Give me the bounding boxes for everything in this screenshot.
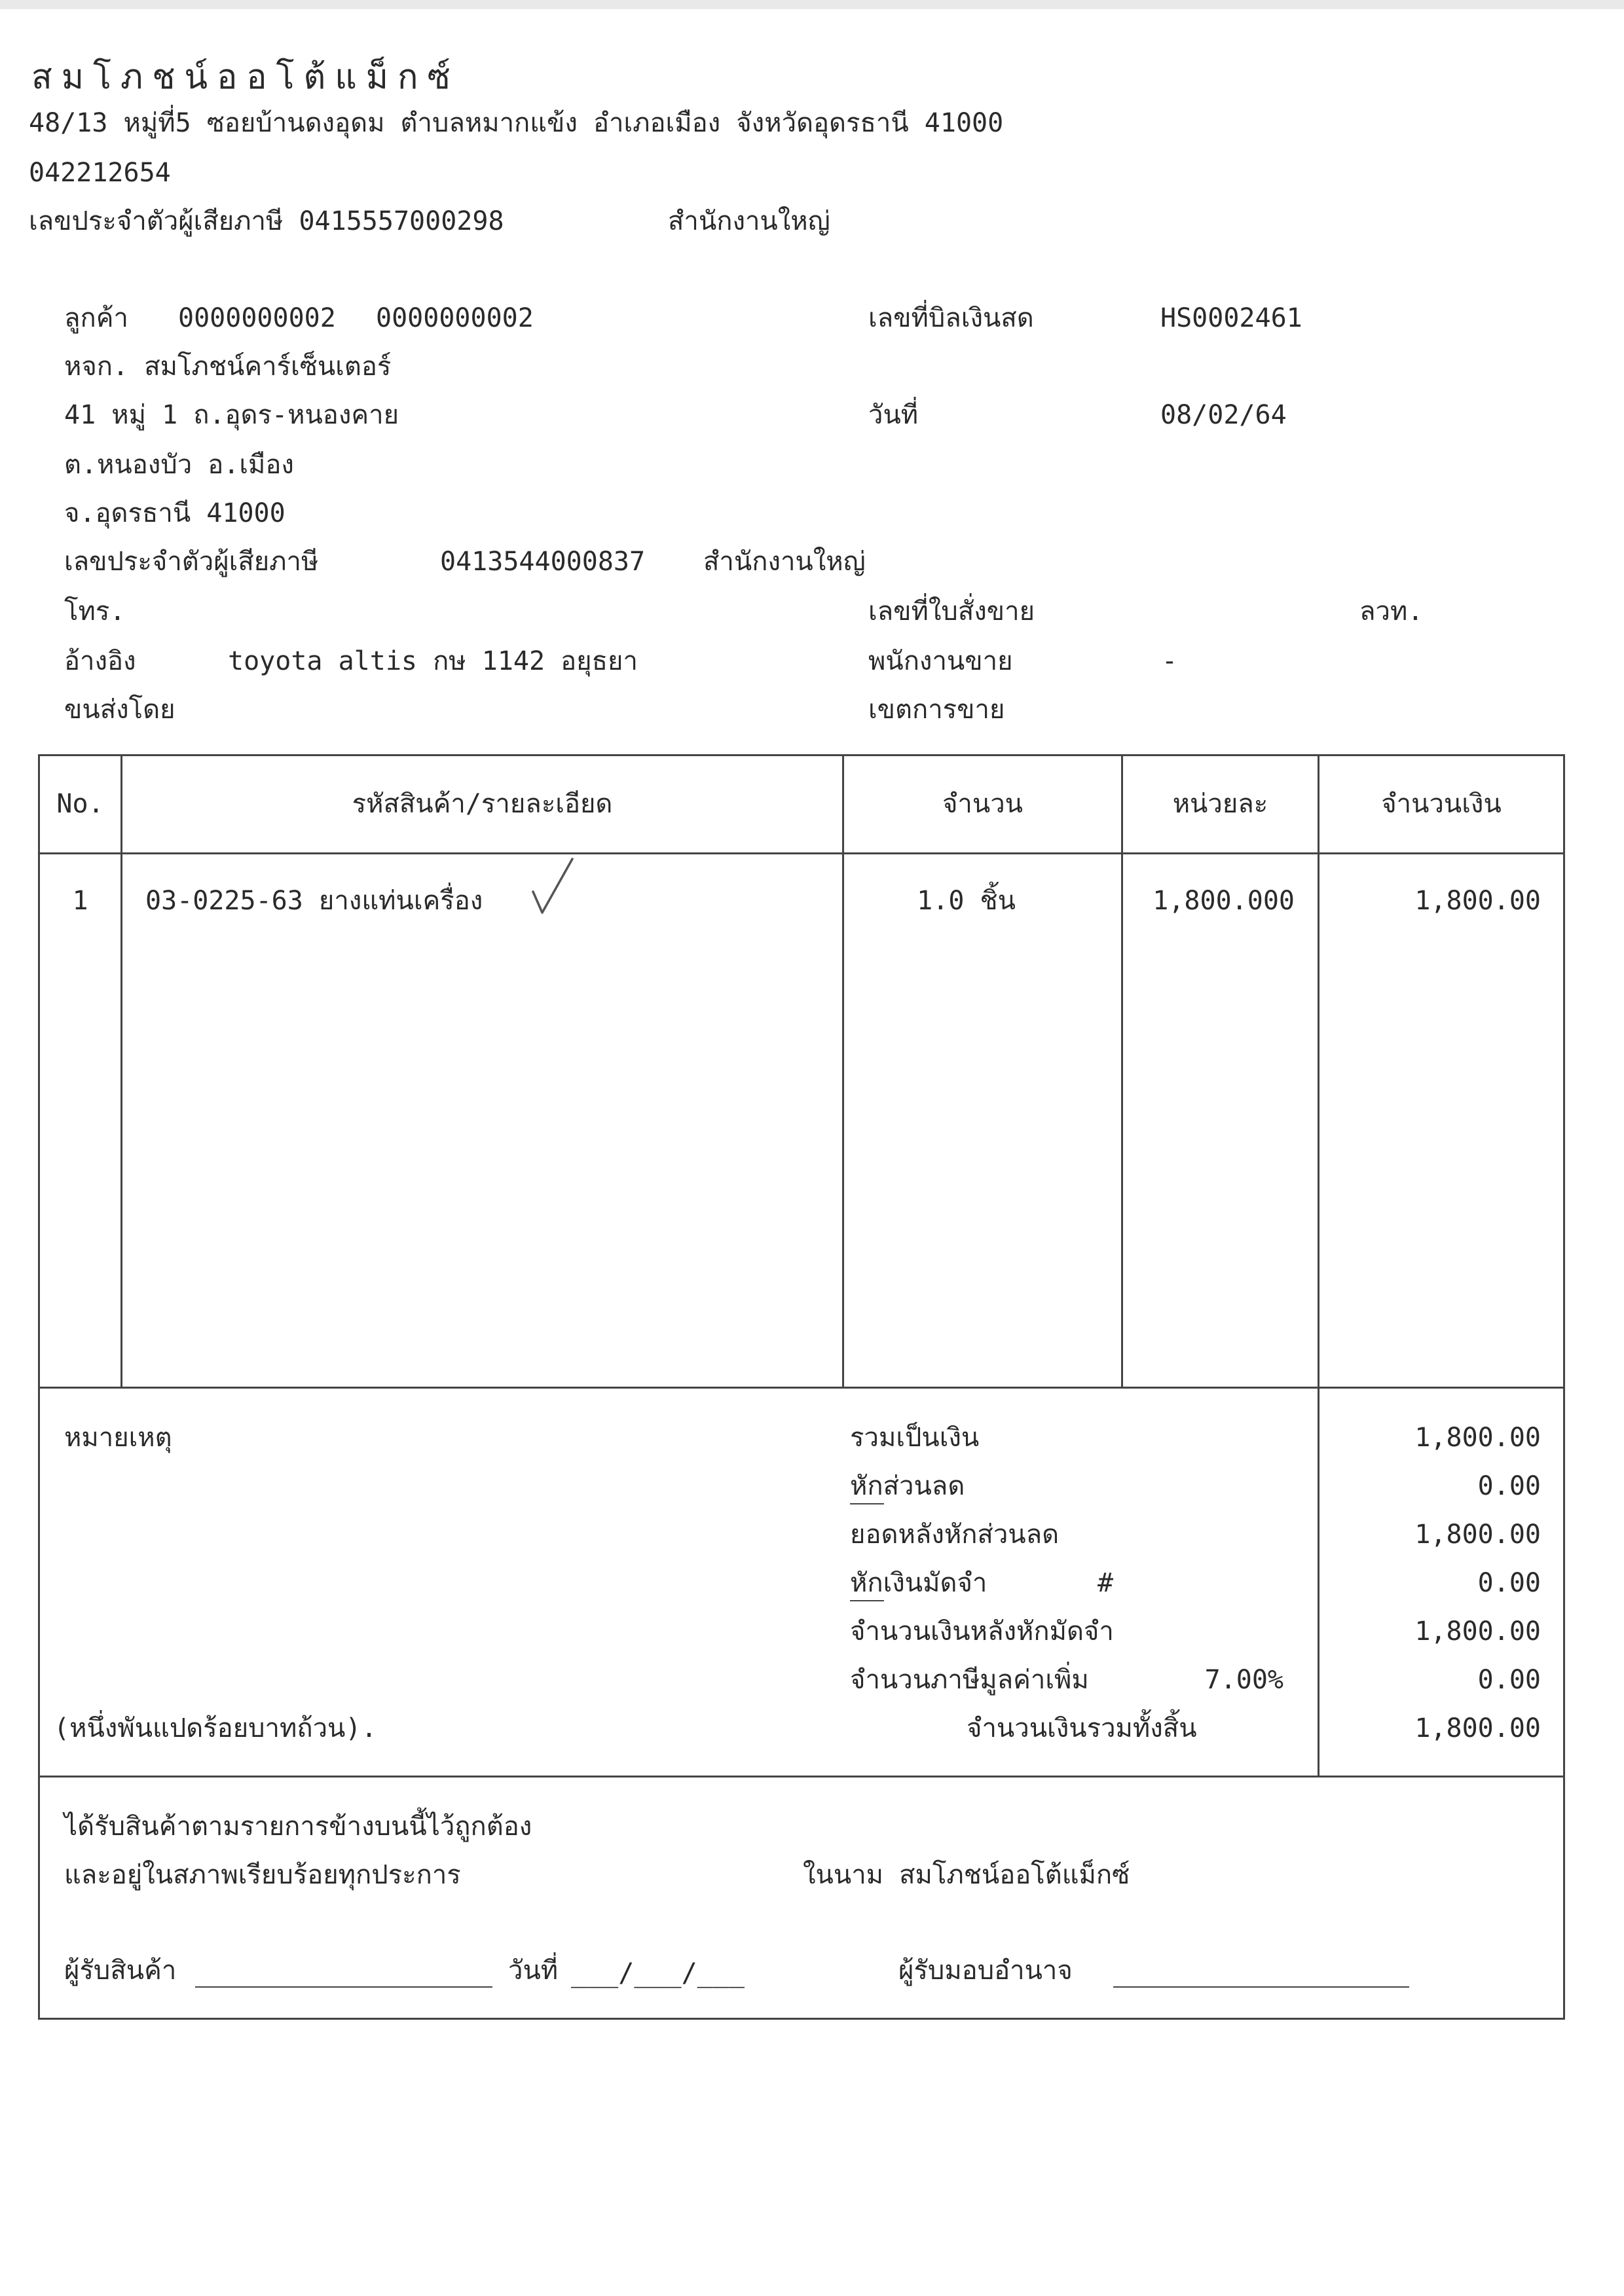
col-rule-1 <box>120 754 122 1388</box>
header-amount: จำนวนเงิน <box>1381 789 1502 819</box>
customer-address-1: 41 หมู่ 1 ถ.อุดร-หนองคาย <box>64 400 399 430</box>
deposit-label: หักเงินมัดจำ <box>850 1568 987 1598</box>
deposit-underline <box>850 1600 884 1601</box>
subtotal-label: รวมเป็นเงิน <box>850 1423 980 1453</box>
checkmark-icon <box>529 855 576 918</box>
customer-code-1: 0000000002 <box>178 303 336 333</box>
footer-date-label: วันที่ <box>508 1956 559 1986</box>
reference-label: อ้างอิง <box>64 646 136 676</box>
after-deposit-value: 1,800.00 <box>1414 1616 1541 1647</box>
table-top-rule <box>38 754 1565 756</box>
authorized-label: ผู้รับมอบอำนาจ <box>898 1956 1073 1986</box>
on-behalf-of: ในนาม สมโภชน์ออโต้แม็กซ์ <box>803 1860 1130 1890</box>
order-number: ลวท. <box>1359 596 1424 627</box>
row-unit-price: 1,800.000 <box>1153 886 1295 916</box>
after-discount-label: ยอดหลังหักส่วนลด <box>850 1520 1060 1550</box>
col-rule-3 <box>1121 754 1123 1388</box>
received-statement-1: ได้รับสินค้าตามรายการข้างบนนี้ไว้ถูกต้อง <box>64 1812 532 1842</box>
shipping-label: ขนส่งโดย <box>64 695 175 725</box>
grand-total-label: จำนวนเงินรวมทั้งสิ้น <box>967 1713 1197 1743</box>
receiver-label: ผู้รับสินค้า <box>64 1956 177 1986</box>
received-statement-2: และอยู่ในสภาพเรียบร้อยทุกประการ <box>64 1860 461 1890</box>
company-tax-id: เลขประจำตัวผู้เสียภาษี 0415557000298 <box>29 206 504 236</box>
row-amount: 1,800.00 <box>1414 886 1541 916</box>
date-label: วันที่ <box>868 400 919 430</box>
amount-in-words: (หนึ่งพันแปดร้อยบาทถ้วน). <box>54 1713 377 1743</box>
company-name: สมโภชน์ออโต้แม็กซ์ <box>31 58 460 97</box>
deposit-value: 0.00 <box>1477 1568 1541 1598</box>
after-deposit-label: จำนวนเงินหลังหักมัดจำ <box>850 1616 1114 1647</box>
vat-rate: 7.00% <box>1204 1665 1283 1695</box>
header-no: No. <box>56 789 104 819</box>
grand-total-value: 1,800.00 <box>1414 1713 1541 1743</box>
deposit-hash: # <box>1098 1568 1114 1598</box>
footer-date-blank[interactable]: ___/___/___ <box>571 1958 745 1988</box>
customer-tax-label: เลขประจำตัวผู้เสียภาษี <box>64 547 319 577</box>
frame-right-rule <box>1563 754 1565 2020</box>
discount-underline <box>850 1503 884 1504</box>
authorized-signature-line[interactable] <box>1113 1986 1409 1988</box>
customer-phone-label: โทร. <box>64 596 126 627</box>
salesperson: - <box>1162 646 1178 676</box>
subtotal-value: 1,800.00 <box>1414 1423 1541 1453</box>
discount-label: หักส่วนลด <box>850 1471 965 1501</box>
customer-name: หจก. สมโภชน์คาร์เซ็นเตอร์ <box>64 352 392 382</box>
footer-bottom-rule <box>38 2018 1565 2020</box>
company-branch: สำนักงานใหญ่ <box>668 206 830 236</box>
bill-number-label: เลขที่บิลเงินสด <box>868 303 1034 333</box>
col-rule-2 <box>842 754 844 1388</box>
table-bottom-rule <box>38 1387 1565 1389</box>
discount-value: 0.00 <box>1477 1471 1541 1501</box>
table-header-rule <box>38 852 1565 854</box>
summary-bottom-rule <box>38 1776 1565 1777</box>
sales-zone-label: เขตการขาย <box>868 695 1005 725</box>
row-quantity: 1.0 ชิ้น <box>917 886 1016 916</box>
company-phone: 042212654 <box>29 158 171 188</box>
customer-label: ลูกค้า <box>64 303 128 333</box>
customer-address-3: จ.อุดรธานี 41000 <box>64 498 286 528</box>
invoice-date: 08/02/64 <box>1160 400 1287 430</box>
scan-top-band <box>0 0 1624 9</box>
customer-code-2: 0000000002 <box>376 303 534 333</box>
row-no: 1 <box>72 886 88 916</box>
company-address: 48/13 หมู่ที่5 ซอยบ้านดงอุดม ตำบลหมากแข้ง อำเภอเมือง จังหวัดอุดรธานี 41000 <box>29 108 1004 138</box>
receiver-signature-line[interactable] <box>195 1986 492 1988</box>
vat-value: 0.00 <box>1477 1665 1541 1695</box>
bill-number: HS0002461 <box>1160 303 1302 333</box>
order-number-label: เลขที่ใบสั่งขาย <box>868 596 1035 627</box>
after-discount-value: 1,800.00 <box>1414 1520 1541 1550</box>
salesperson-label: พนักงานขาย <box>868 646 1013 676</box>
vat-label: จำนวนภาษีมูลค่าเพิ่ม <box>850 1665 1089 1695</box>
note-label: หมายเหตุ <box>64 1423 172 1453</box>
header-quantity: จำนวน <box>942 789 1024 819</box>
header-unit-price: หน่วยละ <box>1172 789 1268 819</box>
customer-tax-id: 0413544000837 <box>440 547 646 577</box>
row-description: 03-0225-63 ยางแท่นเครื่อง <box>145 886 483 916</box>
frame-left-rule <box>38 754 40 2020</box>
header-description: รหัสสินค้า/รายละเอียด <box>352 789 613 819</box>
reference-value: toyota altis กษ 1142 อยุธยา <box>228 646 638 676</box>
customer-branch: สำนักงานใหญ่ <box>703 547 866 577</box>
customer-address-2: ต.หนองบัว อ.เมือง <box>64 450 294 480</box>
